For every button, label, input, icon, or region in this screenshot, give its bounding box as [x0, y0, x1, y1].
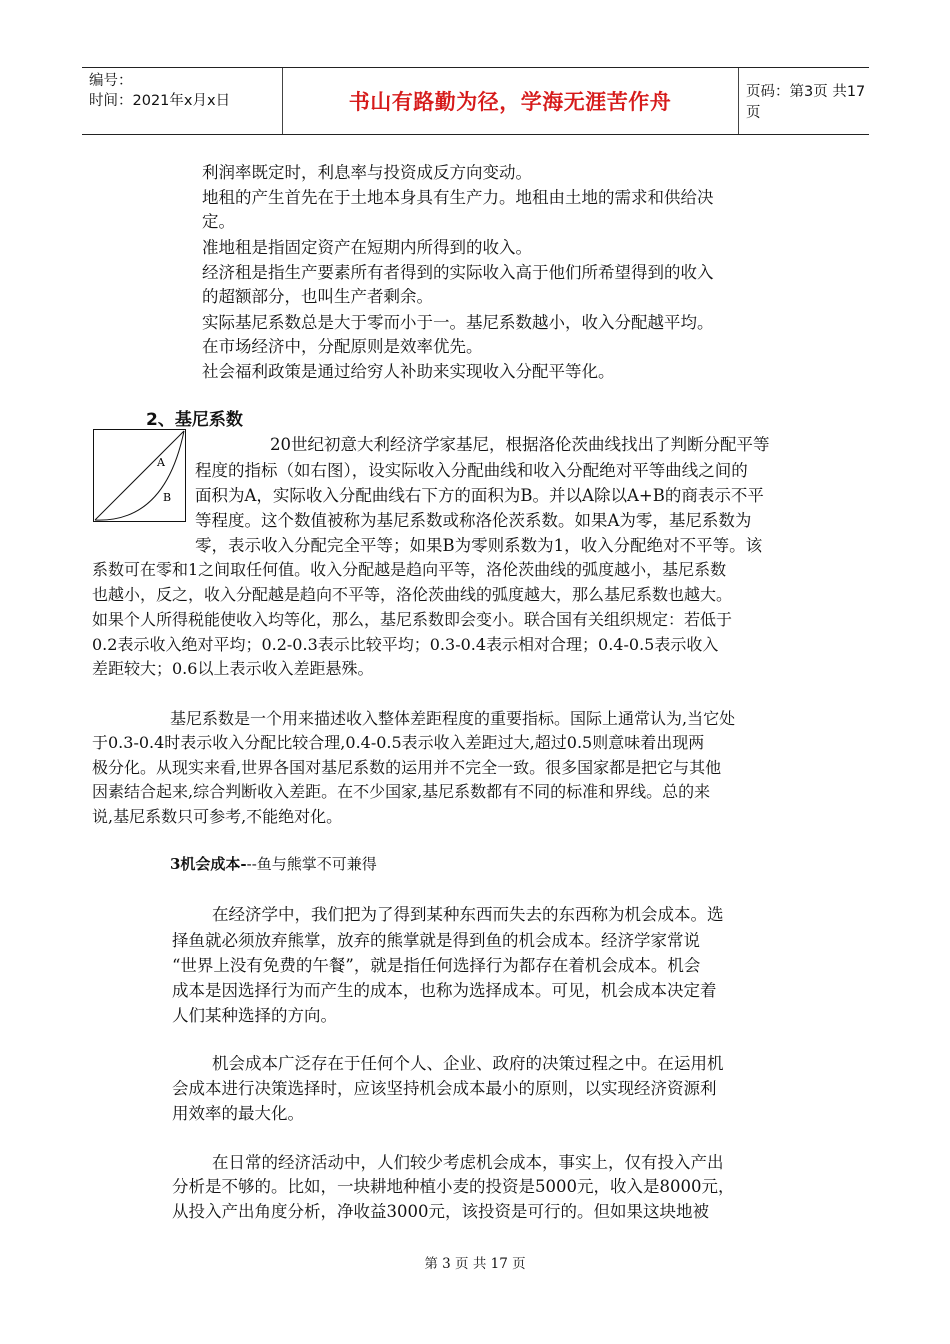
- document-number-label: 编号：: [89, 73, 133, 89]
- text-line: 从投入产出角度分析，净收益3000元，该投资是可行的。但如果这块地被: [172, 1202, 709, 1221]
- text-line: “世界上没有免费的午餐”，就是指任何选择行为都存在着机会成本。机会: [172, 956, 701, 975]
- header-motto-cell: [282, 68, 739, 134]
- text-line: 因素结合起来,综合判断收入差距。在不少国家,基尼系数都有不同的标准和界线。总的来: [92, 782, 711, 801]
- text-line: 20世纪初意大利经济学家基尼，根据洛伦茨曲线找出了判断分配平等: [270, 435, 770, 454]
- text-line: 的超额部分，也叫生产者剩余。: [202, 287, 433, 306]
- text-line: 在市场经济中，分配原则是效率优先。: [202, 337, 483, 356]
- area-b-label: B: [163, 491, 172, 504]
- text-line: 等程度。这个数值被称为基尼系数或称洛伦茨系数。如果A为零，基尼系数为: [195, 511, 752, 530]
- page-header: [82, 67, 869, 135]
- header-page-cell: [738, 68, 869, 134]
- text-line: 社会福利政策是通过给穷人补助来实现收入分配平等化。: [202, 362, 615, 381]
- section-heading-opportunity-cost: [170, 853, 377, 874]
- text-line: 机会成本广泛存在于任何个人、企业、政府的决策过程之中。在运用机: [212, 1054, 724, 1073]
- text-line: 成本是因选择行为而产生的成本，也称为选择成本。可见，机会成本决定着: [172, 981, 717, 1000]
- text-line: 0.2表示收入绝对平均；0.2-0.3表示比较平均；0.3-0.4表示相对合理；0.4-0.5表示收入: [92, 635, 719, 654]
- text-line: 系数可在零和1之间取任何值。收入分配越是趋向平等，洛伦茨曲线的弧度越小，基尼系数: [92, 560, 727, 579]
- text-line: 经济租是指生产要素所有者得到的实际收入高于他们所希望得到的收入: [202, 263, 714, 282]
- text-line: 择鱼就必须放弃熊掌，放弃的熊掌就是得到鱼的机会成本。经济学家常说: [172, 931, 700, 950]
- text-line: 利润率既定时，利息率与投资成反方向变动。: [202, 163, 532, 182]
- text-line: 也越小，反之，收入分配越是趋向不平等，洛伦茨曲线的弧度越大，那么基尼系数也越大。: [92, 585, 733, 604]
- text-line: 实际基尼系数总是大于零而小于一。基尼系数越小，收入分配越平均。: [202, 313, 714, 332]
- heading-subtitle: --鱼与熊掌不可兼得: [246, 855, 377, 873]
- text-line: 面积为A，实际收入分配曲线右下方的面积为B。并以A除以A+B的商表示不平: [195, 486, 764, 505]
- text-line: 分析是不够的。比如，一块耕地种植小麦的投资是5000元，收入是8000元，: [172, 1177, 735, 1196]
- text-line: 程度的指标（如右图），设实际收入分配曲线和收入分配绝对平等曲线之间的: [195, 461, 748, 480]
- text-line: 定。: [202, 212, 235, 231]
- text-line: 极分化。从现实来看,世界各国对基尼系数的运用并不完全一致。很多国家都是把它与其他: [92, 758, 722, 777]
- text-line: 在日常的经济活动中，人们较少考虑机会成本，事实上，仅有投入产出: [212, 1153, 724, 1172]
- page-footer: 第 3 页 共 17 页: [424, 1256, 526, 1272]
- text-line: 说,基尼系数只可参考,不能绝对化。: [92, 807, 343, 826]
- document-date-label: 时间：2021年x月x日: [89, 93, 231, 109]
- text-line: 用效率的最大化。: [172, 1104, 304, 1123]
- text-line: 基尼系数是一个用来描述收入整体差距程度的重要指标。国际上通常认为,当它处: [170, 709, 736, 728]
- text-line: 人们某种选择的方向。: [172, 1006, 337, 1025]
- text-line: 在经济学中，我们把为了得到某种东西而失去的东西称为机会成本。选: [212, 905, 724, 924]
- text-line: 如果个人所得税能使收入均等化，那么，基尼系数即会变小。联合国有关组织规定：若低于: [92, 610, 733, 629]
- text-line: 差距较大；0.6以上表示收入差距悬殊。: [92, 659, 374, 678]
- area-a-label: A: [157, 456, 165, 469]
- text-line: 地租的产生首先在于土地本身具有生产力。地租由土地的需求和供给决: [202, 188, 714, 207]
- text-line: 会成本进行决策选择时，应该坚持机会成本最小的原则，以实现经济资源利: [172, 1079, 717, 1098]
- text-line: 准地租是指固定资产在短期内所得到的收入。: [202, 238, 532, 257]
- header-motto: 书山有路勤为径，学海无涯苦作舟: [348, 90, 672, 114]
- text-line: 零，表示收入分配完全平等；如果B为零则系数为1，收入分配绝对不平等。该: [195, 536, 763, 555]
- text-line: 于0.3-0.4时表示收入分配比较合理,0.4-0.5表示收入差距过大,超过0.5则意味着出现两: [92, 733, 705, 752]
- lorenz-curve-figure: [93, 429, 186, 522]
- header-page-number: 页码：第3页 共17页: [746, 84, 866, 121]
- heading-bold-part: 3机会成本-: [170, 855, 247, 873]
- section-heading-gini: 2、基尼系数: [146, 410, 243, 430]
- header-meta-cell: [82, 68, 283, 134]
